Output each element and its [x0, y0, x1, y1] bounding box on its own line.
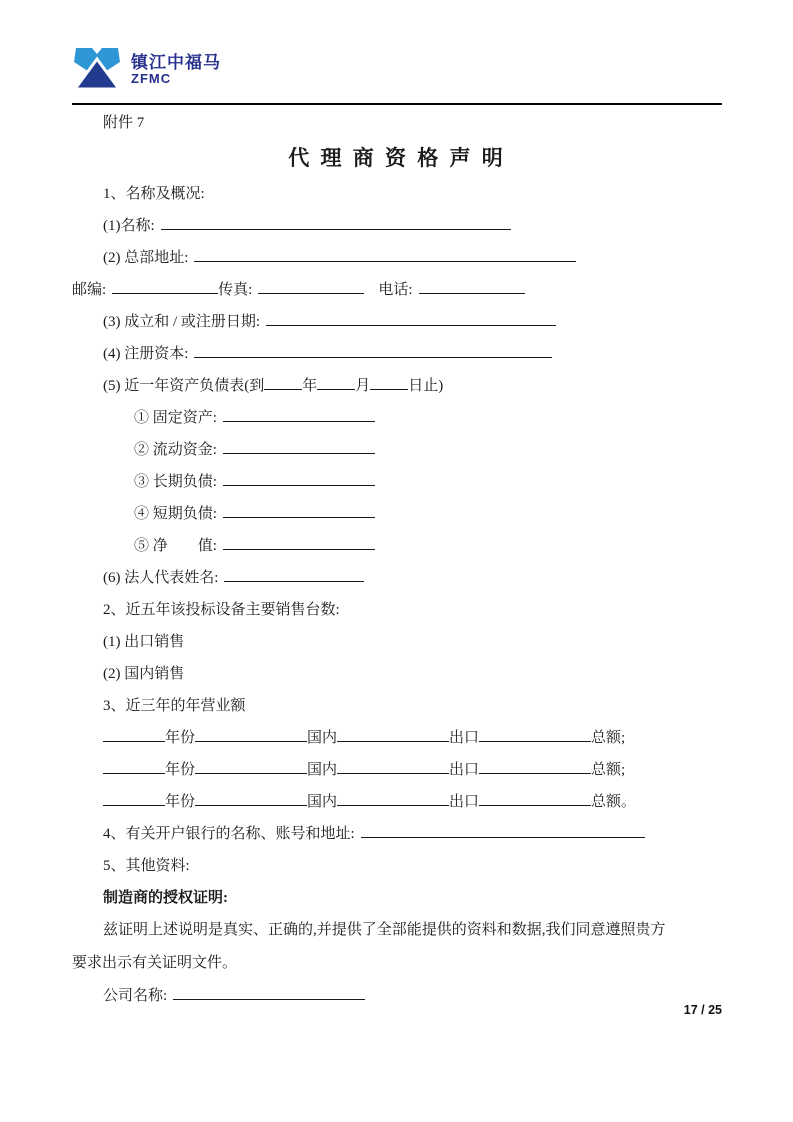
declaration-line-1: 兹证明上述说明是真实、正确的,并提供了全部能提供的资料和数据,我们同意遵照贵方	[103, 922, 666, 938]
line-name	[72, 210, 722, 242]
line-balance-sheet	[72, 370, 722, 402]
postal-label: 邮编:	[72, 282, 107, 298]
section-3-heading: 3、近三年的年营业额	[103, 698, 246, 714]
registration-date-blank	[266, 312, 556, 326]
line-domestic-sales: (2) 国内销售	[103, 666, 185, 682]
short-term-debt-label: ④ 短期负债:	[134, 506, 217, 522]
sales-year-label: 年份	[165, 794, 196, 810]
balance-month-label: 月	[355, 378, 371, 394]
sales-year-label: 年份	[165, 730, 196, 746]
fixed-assets-label: ① 固定资产:	[134, 410, 217, 426]
sales-total-label: 总额;	[591, 730, 626, 746]
logo-mountain-icon	[72, 46, 122, 92]
fixed-assets-blank	[223, 408, 375, 422]
sales-export-label: 出口	[449, 730, 480, 746]
sales-total-label: 总额;	[591, 762, 626, 778]
sales-row	[72, 722, 722, 754]
bank-info-blank	[361, 824, 645, 838]
sales-year-blank	[103, 728, 165, 742]
name-label: (1)名称:	[103, 218, 155, 234]
balance-year-label: 年	[302, 378, 318, 394]
registered-capital-blank	[194, 344, 552, 358]
registered-capital-label: (4) 注册资本:	[103, 346, 189, 362]
working-capital-label: ② 流动资金:	[134, 442, 217, 458]
line-short-term-debt	[72, 498, 722, 530]
balance-day-blank	[370, 376, 408, 390]
sales-domestic-label: 国内	[307, 762, 338, 778]
short-term-debt-blank	[223, 504, 375, 518]
section-5-heading: 5、其他资料:	[103, 858, 190, 874]
sales-total-blank	[479, 760, 591, 774]
section-2-heading: 2、近五年该投标设备主要销售台数:	[103, 602, 340, 618]
line-long-term-debt	[72, 466, 722, 498]
line-bank-info	[72, 818, 722, 850]
sales-year-blank	[103, 792, 165, 806]
sales-row	[72, 786, 722, 818]
legal-representative-label: (6) 法人代表姓名:	[103, 570, 219, 586]
balance-sheet-label: (5) 近一年资产负债表(到	[103, 378, 265, 394]
company-name-blank	[173, 986, 365, 1000]
phone-label: 电话:	[378, 282, 413, 298]
line-fixed-assets	[72, 402, 722, 434]
sales-domestic-label: 国内	[307, 730, 338, 746]
header-divider	[72, 103, 722, 105]
line-legal-representative	[72, 562, 722, 594]
balance-year-blank	[264, 376, 302, 390]
page-number: 17 / 25	[683, 1003, 722, 1017]
sales-row	[72, 754, 722, 786]
fax-label: 传真:	[218, 282, 253, 298]
balance-suffix-label: 日止)	[408, 378, 444, 394]
line-net-value	[72, 530, 722, 562]
line-registration-date	[72, 306, 722, 338]
sales-domestic-blank	[195, 728, 307, 742]
sales-export-blank	[337, 760, 449, 774]
line-hq-address	[72, 242, 722, 274]
company-abbr: ZFMC	[131, 70, 172, 86]
line-working-capital	[72, 434, 722, 466]
hq-address-label: (2) 总部地址:	[103, 250, 189, 266]
registration-date-label: (3) 成立和 / 或注册日期:	[103, 314, 261, 330]
name-blank	[161, 216, 511, 230]
sales-export-label: 出口	[449, 794, 480, 810]
long-term-debt-blank	[223, 472, 375, 486]
sales-domestic-blank	[195, 760, 307, 774]
logo-text	[131, 53, 221, 86]
sales-year-blank	[103, 760, 165, 774]
balance-month-blank	[317, 376, 355, 390]
authorization-heading: 制造商的授权证明:	[103, 890, 228, 906]
section-1-heading: 1、名称及概况:	[103, 186, 205, 202]
long-term-debt-label: ③ 长期负债:	[134, 474, 217, 490]
sales-export-blank	[337, 728, 449, 742]
sales-export-label: 出口	[449, 762, 480, 778]
legal-representative-blank	[224, 568, 364, 582]
net-value-blank	[223, 536, 375, 550]
declaration-line-2: 要求出示有关证明文件。	[72, 955, 238, 971]
company-name: 镇江中福马	[131, 52, 221, 72]
sales-domestic-blank	[195, 792, 307, 806]
fax-blank	[258, 280, 364, 294]
line-registered-capital	[72, 338, 722, 370]
bank-info-label: 4、有关开户银行的名称、账号和地址:	[103, 826, 355, 842]
sales-export-blank	[337, 792, 449, 806]
company-logo	[72, 46, 221, 92]
hq-address-blank	[194, 248, 576, 262]
sales-total-label: 总额。	[591, 794, 637, 810]
line-export-sales: (1) 出口销售	[103, 634, 185, 650]
working-capital-blank	[223, 440, 375, 454]
company-name-label: 公司名称:	[103, 988, 168, 1004]
sales-year-label: 年份	[165, 762, 196, 778]
line-postal-fax-phone	[72, 274, 722, 306]
attachment-label: 附件 7	[103, 115, 145, 131]
sales-total-blank	[479, 728, 591, 742]
document-content	[72, 108, 722, 1012]
postal-blank	[112, 280, 218, 294]
sales-total-blank	[479, 792, 591, 806]
line-company-name	[72, 980, 722, 1012]
sales-domestic-label: 国内	[307, 794, 338, 810]
phone-blank	[419, 280, 525, 294]
net-value-label: ⑤ 净 值:	[134, 538, 217, 554]
document-title: 代 理 商 资 格 声 明	[288, 146, 506, 170]
